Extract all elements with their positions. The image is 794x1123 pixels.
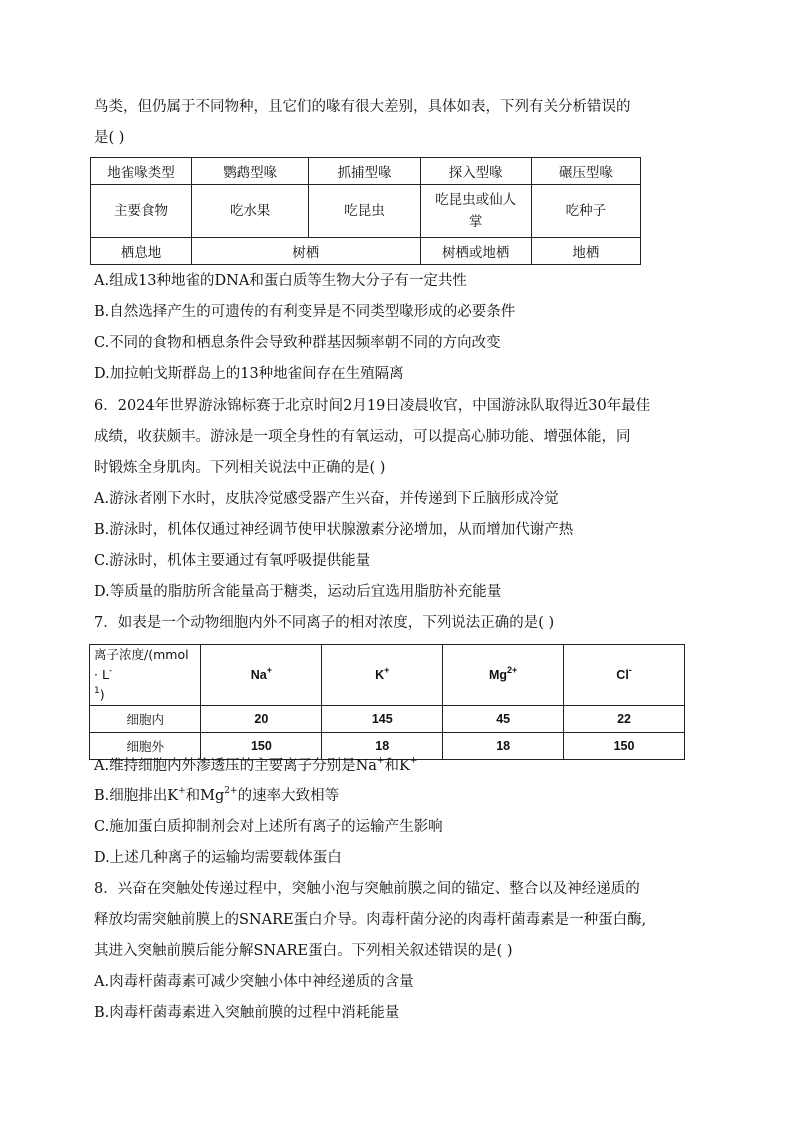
q7-stem: 7．如表是一个动物细胞内外不同离子的相对浓度，下列说法正确的是( ) (94, 615, 555, 631)
table-cell: 22 (564, 706, 685, 733)
table-cell: 150 (201, 733, 322, 760)
table-row (90, 706, 685, 733)
q8-stem-line-2: 释放均需突触前膜上的SNARE蛋白介导。肉毒杆菌分泌的肉毒杆菌毒素是一种蛋白酶, (94, 912, 647, 928)
table-cell: 探入型喙 (420, 158, 531, 185)
table-cell: 吃昆虫或仙人掌 (420, 185, 531, 238)
q6-stem-line-2: 成绩，收获颇丰。游泳是一项全身性的有氧运动，可以提高心肺功能、增强体能，同 (94, 429, 631, 445)
ion-concentration-table (89, 644, 685, 760)
table-cell: 20 (201, 706, 322, 733)
table-cell: 碾压型喙 (531, 158, 640, 185)
q7-option-c: C.施加蛋白质抑制剂会对上述所有离子的运输产生影响 (94, 819, 443, 835)
ion-k-header: K+ (322, 645, 443, 706)
table-cell: 145 (322, 706, 443, 733)
q8-stem-line-3: 其进入突触前膜后能分解SNARE蛋白。下列相关叙述错误的是( ) (94, 943, 513, 959)
q5-stem-line-1: 鸟类，但仍属于不同物种，且它们的喙有很大差别，具体如表，下列有关分析错误的 (94, 99, 631, 115)
q6-option-a: A.游泳者刚下水时，皮肤冷觉感受器产生兴奋，并传递到下丘脑形成冷觉 (94, 491, 559, 507)
q5-option-d: D.加拉帕戈斯群岛上的13种地雀间存在生殖隔离 (94, 366, 404, 382)
table-cell: 吃种子 (531, 185, 640, 238)
q8-option-a: A.肉毒杆菌毒素可减少突触小体中神经递质的含量 (94, 974, 414, 990)
table-cell: 150 (564, 733, 685, 760)
ion-mg-header: $Mg^{2+}$ (443, 645, 564, 706)
q7-option-d: D.上述几种离子的运输均需要载体蛋白 (94, 850, 342, 866)
table-cell: 栖息地 (91, 238, 192, 265)
table-cell: 细胞外 (90, 733, 201, 760)
table-cell: 18 (443, 733, 564, 760)
q5-stem-line-2: 是( ) (94, 130, 125, 146)
table-cell: 地栖 (531, 238, 640, 265)
q7-option-b: B.细胞排出K+和$Mg^{2+}$的速率大致相等 (94, 786, 340, 804)
ion-cl-header: Cl- (564, 645, 685, 706)
q8-option-b: B.肉毒杆菌毒素进入突触前膜的过程中消耗能量 (94, 1005, 400, 1021)
q6-option-c: C.游泳时，机体主要通过有氧呼吸提供能量 (94, 553, 371, 569)
table-header-row (91, 158, 641, 185)
finch-beak-table (90, 157, 641, 265)
q5-option-a: A.组成13种地雀的DNA和蛋白质等生物大分子有一定共性 (94, 273, 467, 289)
table-cell: 地雀喙类型 (91, 158, 192, 185)
table-cell: 抓捕型喙 (309, 158, 420, 185)
table-header-label: 离子浓度/(mmol · L- $^1$) (90, 645, 201, 706)
table-cell: 45 (443, 706, 564, 733)
q5-option-b: B.自然选择产生的可遗传的有利变异是不同类型喙形成的必要条件 (94, 304, 516, 320)
table-cell: 吃昆虫 (309, 185, 420, 238)
table-cell: 树栖或地栖 (420, 238, 531, 265)
table-cell: 吃水果 (192, 185, 309, 238)
ion-na-header: Na+ (201, 645, 322, 706)
q6-option-b: B.游泳时，机体仅通过神经调节使甲状腺激素分泌增加，从而增加代谢产热 (94, 522, 574, 538)
q5-option-c: C.不同的食物和栖息条件会导致种群基因频率朝不同的方向改变 (94, 335, 501, 351)
q7-option-a: A.维持细胞内外渗透压的主要离子分别是Na+和K+ (94, 756, 418, 774)
table-cell: 18 (322, 733, 443, 760)
q6-option-d: D.等质量的脂肪所含能量高于糖类，运动后宜选用脂肪补充能量 (94, 584, 502, 600)
table-cell: 细胞内 (90, 706, 201, 733)
table-cell: 主要食物 (91, 185, 192, 238)
table-cell: 树栖 (192, 238, 421, 265)
table-cell: 鹦鹉型喙 (192, 158, 309, 185)
q6-stem-line-1: 6．2024年世界游泳锦标赛于北京时间2月19日凌晨收官，中国游泳队取得近30年最佳 (94, 398, 651, 414)
table-header-row (90, 645, 685, 706)
q6-stem-line-3: 时锻炼全身肌肉。下列相关说法中正确的是( ) (94, 460, 386, 476)
table-row (91, 238, 641, 265)
table-row (91, 185, 641, 238)
q8-stem-line-1: 8．兴奋在突触处传递过程中，突触小泡与突触前膜之间的锚定、整合以及神经递质的 (94, 881, 640, 897)
